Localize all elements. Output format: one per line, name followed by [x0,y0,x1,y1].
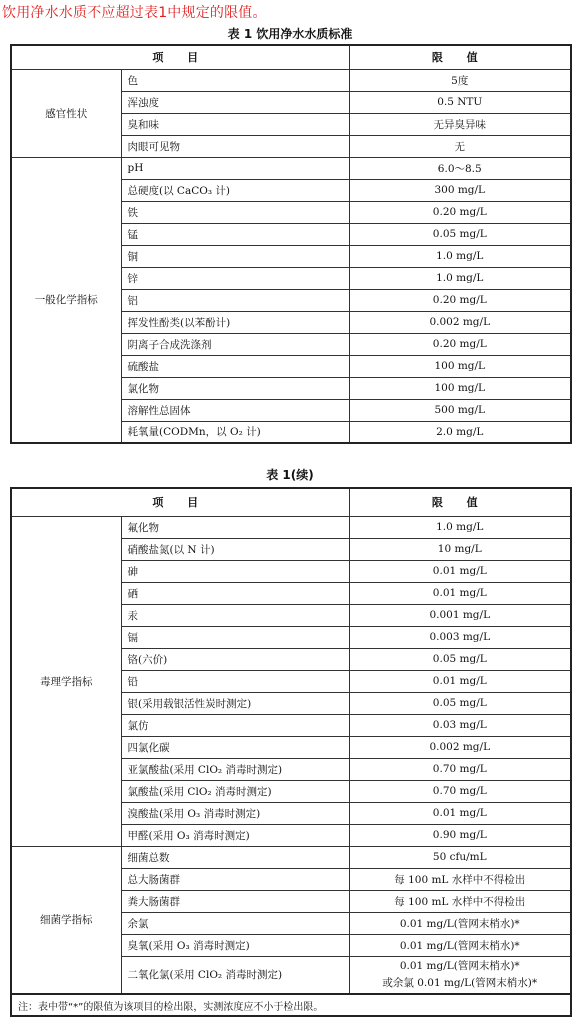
item-cell: 镉 [121,626,349,648]
item-cell: 铜 [121,245,349,267]
category-cell: 细菌学指标 [11,846,121,994]
item-cell: 硒 [121,582,349,604]
item-cell: 铝 [121,289,349,311]
item-cell: 氯化物 [121,377,349,399]
table-row [11,516,571,538]
item-cell: 挥发性酚类(以苯酚计) [121,311,349,333]
limit-cell: 0.01 mg/L [349,560,571,582]
item-cell: 阴离子合成洗涤剂 [121,333,349,355]
intro-caption: 饮用净水水质不应超过表1中规定的限值。 [2,5,267,21]
limit-cell: 每 100 mL 水样中不得检出 [349,890,571,912]
item-cell: 铅 [121,670,349,692]
limit-cell: 1.0 mg/L [349,245,571,267]
item-cell: 溶解性总固体 [121,399,349,421]
limit-cell: 1.0 mg/L [349,267,571,289]
item-cell: 汞 [121,604,349,626]
limit-cell: 0.20 mg/L [349,201,571,223]
limit-cell: 300 mg/L [349,179,571,201]
table1-header-item: 项 目 [11,45,349,69]
item-cell: 铁 [121,201,349,223]
limit-cell: 100 mg/L [349,377,571,399]
item-cell: 甲醛(采用 O₃ 消毒时测定) [121,824,349,846]
table2-header-limit: 限 值 [349,488,571,516]
table1-header-limit: 限 值 [349,45,571,69]
item-cell: 氟化物 [121,516,349,538]
item-cell: 砷 [121,560,349,582]
category-cell: 一般化学指标 [11,157,121,443]
item-cell: 亚氯酸盐(采用 ClO₂ 消毒时测定) [121,758,349,780]
item-cell: 耗氧量(CODMn，以 O₂ 计) [121,421,349,443]
item-cell: 四氯化碳 [121,736,349,758]
limit-cell: 0.01 mg/L [349,582,571,604]
item-cell: 溴酸盐(采用 O₃ 消毒时测定) [121,802,349,824]
limit-cell: 500 mg/L [349,399,571,421]
item-cell: 粪大肠菌群 [121,890,349,912]
item-cell: 二氧化氯(采用 ClO₂ 消毒时测定) [121,956,349,994]
item-cell: 锰 [121,223,349,245]
item-cell: 总大肠菌群 [121,868,349,890]
item-cell: 细菌总数 [121,846,349,868]
limit-cell: 0.01 mg/L [349,670,571,692]
item-cell: 氯酸盐(采用 ClO₂ 消毒时测定) [121,780,349,802]
category-cell: 感官性状 [11,69,121,157]
item-cell: 色 [121,69,349,91]
limit-cell: 50 cfu/mL [349,846,571,868]
limit-cell: 无 [349,135,571,157]
limit-cell: 无异臭异味 [349,113,571,135]
item-cell: 肉眼可见物 [121,135,349,157]
limit-cell: 0.05 mg/L [349,692,571,714]
limit-cell: 0.001 mg/L [349,604,571,626]
limit-cell: 6.0～8.5 [349,157,571,179]
category-cell: 毒理学指标 [11,516,121,846]
limit-cell: 0.90 mg/L [349,824,571,846]
table-row [11,846,571,868]
table1 [10,44,572,444]
note-row [11,994,571,1016]
limit-line: 0.01 mg/L(管网末梢水)* [399,959,520,972]
limit-cell: 每 100 mL 水样中不得检出 [349,868,571,890]
item-cell: 氯仿 [121,714,349,736]
item-cell: 硫酸盐 [121,355,349,377]
item-cell: 铬(六价) [121,648,349,670]
limit-cell: 1.0 mg/L [349,516,571,538]
item-cell: pH [121,157,349,179]
item-cell: 余氯 [121,912,349,934]
limit-cell: 0.05 mg/L [349,648,571,670]
table2-header-item: 项 目 [11,488,349,516]
table1-title: 表 1 饮用净水水质标准 [227,27,353,41]
item-cell: 银(采用载银活性炭时测定) [121,692,349,714]
table2-title: 表 1(续) [266,468,314,482]
limit-cell: 0.003 mg/L [349,626,571,648]
limit-cell: 0.002 mg/L [349,736,571,758]
limit-cell: 0.01 mg/L [349,802,571,824]
table2 [10,487,572,1017]
limit-cell: 0.20 mg/L [349,289,571,311]
item-cell: 臭和味 [121,113,349,135]
limit-cell: 0.5 NTU [349,91,571,113]
limit-cell: 0.20 mg/L [349,333,571,355]
item-cell: 锌 [121,267,349,289]
limit-line-alt: 或余氯 0.01 mg/L(管网末梢水)* [382,976,538,989]
limit-cell: 0.03 mg/L [349,714,571,736]
limit-cell [349,956,571,994]
item-cell: 浑浊度 [121,91,349,113]
limit-cell: 0.70 mg/L [349,758,571,780]
limit-cell: 0.002 mg/L [349,311,571,333]
limit-cell: 0.05 mg/L [349,223,571,245]
table-note: 注：表中带“*”的限值为该项目的检出限，实测浓度应不小于检出限。 [11,994,571,1016]
limit-cell: 5度 [349,69,571,91]
limit-cell: 0.70 mg/L [349,780,571,802]
table-row [11,69,571,91]
limit-cell: 0.01 mg/L(管网末梢水)* [349,912,571,934]
limit-cell: 2.0 mg/L [349,421,571,443]
item-cell: 硝酸盐氮(以 N 计) [121,538,349,560]
limit-cell: 100 mg/L [349,355,571,377]
item-cell: 臭氧(采用 O₃ 消毒时测定) [121,934,349,956]
limit-cell: 0.01 mg/L(管网末梢水)* [349,934,571,956]
limit-cell: 10 mg/L [349,538,571,560]
item-cell: 总硬度(以 CaCO₃ 计) [121,179,349,201]
table-row [11,157,571,179]
